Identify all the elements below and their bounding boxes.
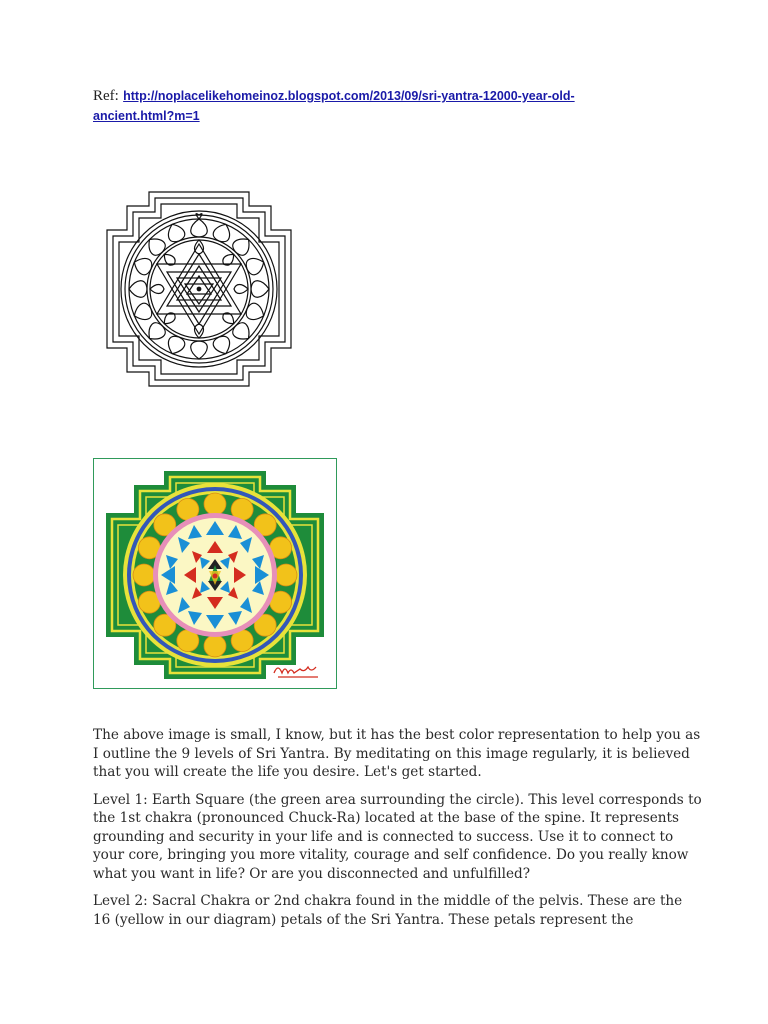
article-body bbox=[93, 726, 703, 938]
sri-yantra-color-drawing-icon bbox=[93, 458, 337, 689]
reference-link[interactable]: http://noplacelikehomeinoz.blogspot.com/2013/09/sri-yantra-12000-year-old- ancient.html?m=1 bbox=[93, 89, 575, 123]
reference-line bbox=[93, 86, 653, 126]
paragraph-intro: The above image is small, I know, but it has the best color representation to help you as I outline the 9 levels of Sri Yantra. By meditating on this image regularly, it is believed that you will create the life you desire. Let's get started. bbox=[93, 727, 701, 780]
paragraph-level-1: Level 1: Earth Square (the green area surrounding the circle). This level corresponds to the 1st chakra (pronounced Chuck-Ra) located at the base of the spine. It represents grounding and security in your life and is connected to success. Use it to connect to your core, bringing you more vitality, courage and self confidence. Do you really know what you want in life? Or are you disconnected and unfulfilled? bbox=[93, 791, 702, 882]
sri-yantra-line-drawing-icon bbox=[93, 186, 305, 392]
reference-label: Ref: bbox=[93, 88, 119, 104]
paragraph-level-2: Level 2: Sacral Chakra or 2nd chakra found in the middle of the pelvis. These are the 16 (yellow in our diagram) petals of the Sri Yantra. These petals represent the bbox=[93, 893, 683, 928]
